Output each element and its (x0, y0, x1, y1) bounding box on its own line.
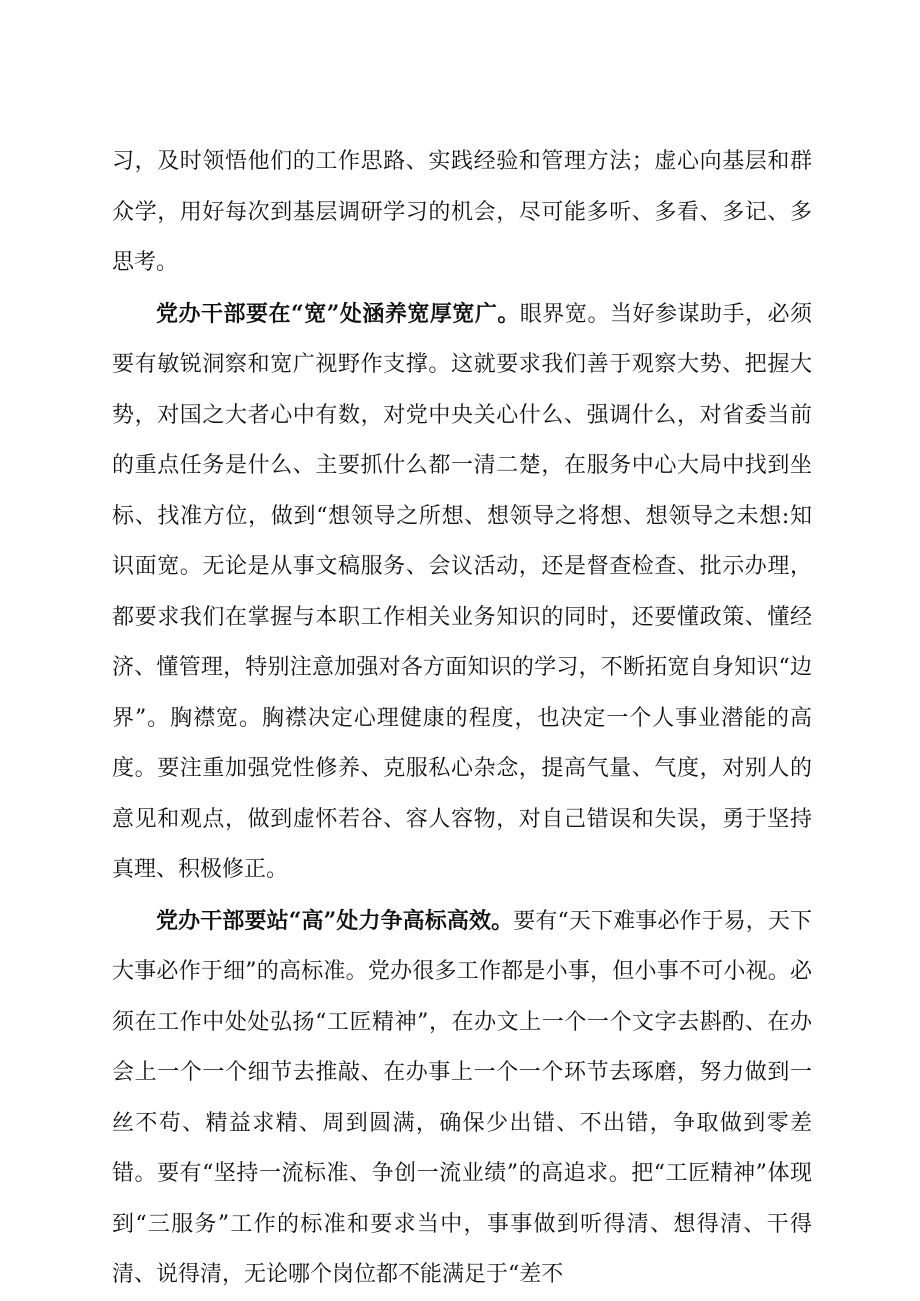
paragraph-1-body: 习，及时领悟他们的工作思路、实践经验和管理方法；虚心向基层和群众学，用好每次到基层调研学习的机会，尽可能多听、多看、多记、多思考。 (112, 149, 812, 275)
paragraph-1 (112, 137, 812, 289)
paragraph-2 (112, 289, 812, 896)
document-page (112, 137, 812, 1301)
paragraph-2-body: 眼界宽。当好参谋助手，必须要有敏锐洞察和宽广视野作支撑。这就要求我们善于观察大势、把握大势，对国之大者心中有数，对党中央关心什么、强调什么，对省委当前的重点任务是什么、主要抓什么都一清二楚，在服务中心大局中找到坐标、找准方位，做到“想领导之所想、想领导之将想、想领导之未想:知识面宽。无论是从事文稿服务、会议活动，还是督查检查、批示办理，都要求我们在掌握与本职工作相关业务知识的同时，还要懂政策、懂经济、懂管理，特别注意加强对各方面知识的学习，不断拓宽自身知识“边界”。胸襟宽。胸襟决定心理健康的程度，也决定一个人事业潜能的高度。要注重加强党性修养、克服私心杂念，提高气量、气度，对别人的意见和观点，做到虚怀若谷、容人容物，对自己错误和失误，勇于坚持真理、积极修正。 (112, 301, 812, 882)
paragraph-3-heading: 党办干部要站“高”处力争高标高效。 (156, 907, 514, 934)
paragraph-2-heading: 党办干部要在“宽”处涵养宽厚宽广。 (156, 300, 520, 327)
paragraph-3 (112, 896, 812, 1301)
paragraph-3-body: 要有“天下难事必作于易，天下大事必作于细”的高标准。党办很多工作都是小事，但小事不可小视。必须在工作中处处弘扬“工匠精神”，在办文上一个一个文字去斟酌、在办会上一个一个细节去推敲、在办事上一个一个环节去琢磨，努力做到一丝不苟、精益求精、周到圆满，确保少出错、不出错，争取做到零差错。要有“坚持一流标准、争创一流业绩”的高追求。把“工匠精神”体现到“三服务”工作的标准和要求当中，事事做到听得清、想得清、干得清、说得清，无论哪个岗位都不能满足于“差不 (112, 908, 813, 1287)
